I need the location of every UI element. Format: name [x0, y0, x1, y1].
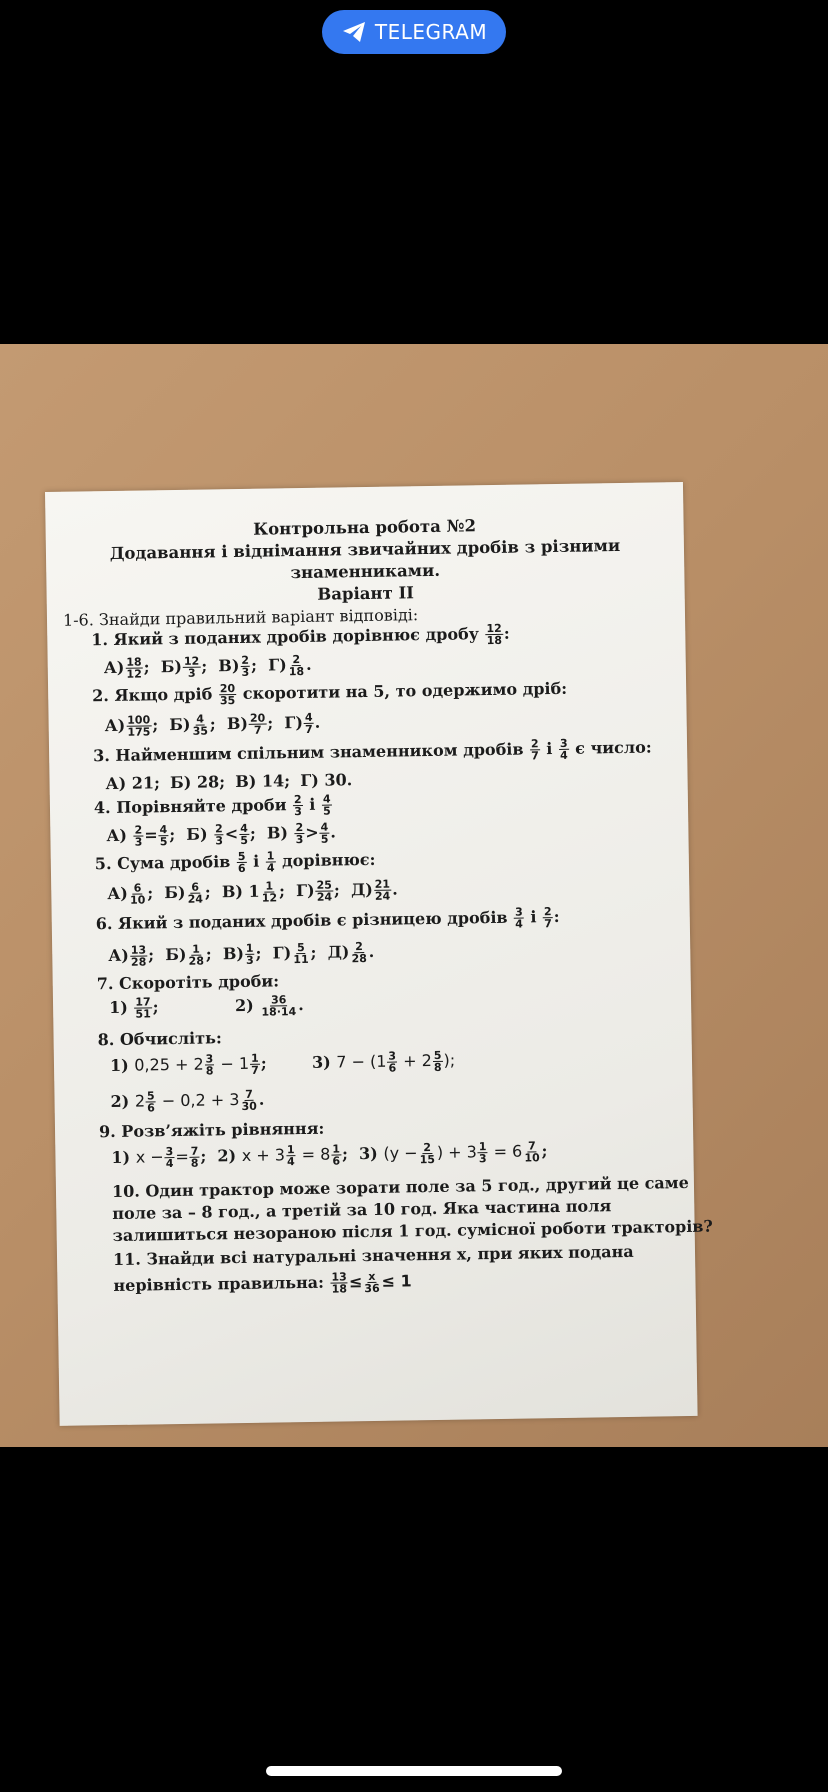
q10-line-1: 10. Один трактор може зорати поле за 5 год., другий це саме — [111, 1172, 689, 1202]
q3-question: 3. Найменшим спільним знаменником дробів $\frac{2}{7}$ і $\frac{3}{4}$ є число: — [92, 736, 652, 766]
q10-line-2: поле за – 8 год., а третій за 10 год. Яка частина поля — [112, 1196, 612, 1224]
doc-title: Контрольна робота №2 — [253, 516, 477, 539]
q8-expr-2: 2) 2 $\frac{5}{6}$ − 0,2 + 3 $\frac{7}{30}$ . — [110, 1087, 265, 1115]
q7-question: 7. Скоротіть дроби: — [96, 971, 280, 994]
home-indicator[interactable] — [266, 1766, 562, 1776]
q4-options: А) $\frac{2}{3}$ = $\frac{4}{5}$ ; Б) $\frac{2}{3}$ < $\frac{4}{5}$ ; В) $\frac{2}{3}$ > $\frac{4}{5}$ . — [106, 820, 337, 849]
telegram-paper-plane-icon — [341, 20, 367, 44]
telegram-label: TELEGRAM — [374, 20, 488, 44]
intro: 1-6. Знайди правильний варіант відповіді: — [62, 605, 419, 630]
doc-subtitle-2: знаменниками. — [290, 560, 441, 583]
q1-question: 1. Який з поданих дробів дорівнює дробу $\frac{12}{18}$ : — [91, 621, 510, 650]
q8-question: 8. Обчисліть: — [97, 1028, 222, 1050]
q2-options: А) $\frac{100}{175}$ ; Б) $\frac{4}{35}$ ; В) $\frac{20}{7}$ ; Г) $\frac{4}{7}$ . — [104, 710, 321, 739]
q5-options: А) $\frac{6}{10}$ ; Б) $\frac{6}{24}$ ; В) 1 $\frac{1}{12}$ ; Г) $\frac{25}{24}$ ; Д) $\frac{21}{24}$ . — [107, 877, 398, 907]
q6-options: А) $\frac{13}{28}$ ; Б) $\frac{1}{28}$ ; В) $\frac{1}{3}$ ; Г) $\frac{5}{11}$ ; Д) $\frac{2}{28}$ . — [108, 940, 375, 969]
telegram-button[interactable] — [322, 10, 506, 54]
q11-line-1: 11. Знайди всі натуральні значення х, при яких подана — [112, 1241, 634, 1270]
q7-part-2: 2) $\frac{36}{18\cdot 14}$ . — [234, 993, 304, 1019]
q4-question: 4. Порівняйте дроби $\frac{2}{3}$ і $\frac{4}{5}$ — [93, 792, 331, 819]
doc-variant: Варіант ІІ — [317, 583, 415, 604]
q10-line-3: залишиться незораною після 1 год. сумісної роботи тракторів? — [112, 1216, 713, 1246]
q1-options: А) $\frac{18}{12}$ ; Б) $\frac{12}{3}$ ; В) $\frac{2}{3}$ ; Г) $\frac{2}{18}$ . — [103, 653, 312, 681]
q3-options: А) 21; Б) 28; В) 14; Г) 30. — [105, 770, 353, 794]
test-paper — [45, 482, 713, 1426]
photo-of-test-sheet — [0, 344, 828, 1447]
q11-line-2: нерівність правильна: $\frac{13}{18}$ ≤ $\frac{x}{36}$ ≤ 1 — [113, 1269, 412, 1296]
q8-expr-3: 3) 7 − (1 $\frac{3}{6}$ + 2 $\frac{5}{8}$ ); — [311, 1048, 456, 1075]
q9-equations: 1) x − $\frac{3}{4}$ = $\frac{7}{8}$ ; 2) x + 3 $\frac{1}{4}$ = 8 $\frac{1}{6}$ ; 3) (y − $\frac{2}{15}$ ) + 3 $\frac{1}{3}$ = 6 $\frac{7}{10}$ ; — [111, 1139, 548, 1171]
q9-question: 9. Розв’яжіть рівняння: — [98, 1118, 325, 1142]
doc-subtitle-1: Додавання і віднімання звичайних дробів з різними — [109, 535, 621, 563]
q7-part-1: 1) $\frac{17}{51}$ ; — [108, 995, 159, 1021]
q6-question: 6. Який з поданих дробів є різницею дробів $\frac{3}{4}$ і $\frac{2}{7}$ : — [95, 905, 560, 934]
q5-question: 5. Сума дробів $\frac{5}{6}$ і $\frac{1}{4}$ дорівнює: — [94, 849, 376, 876]
q8-expr-1: 1) 0,25 + 2 $\frac{3}{8}$ − 1 $\frac{1}{7}$ ; — [109, 1051, 267, 1078]
q2-question: 2. Якщо дріб $\frac{20}{35}$ скоротити на 5, то одержимо дріб: — [92, 678, 568, 708]
